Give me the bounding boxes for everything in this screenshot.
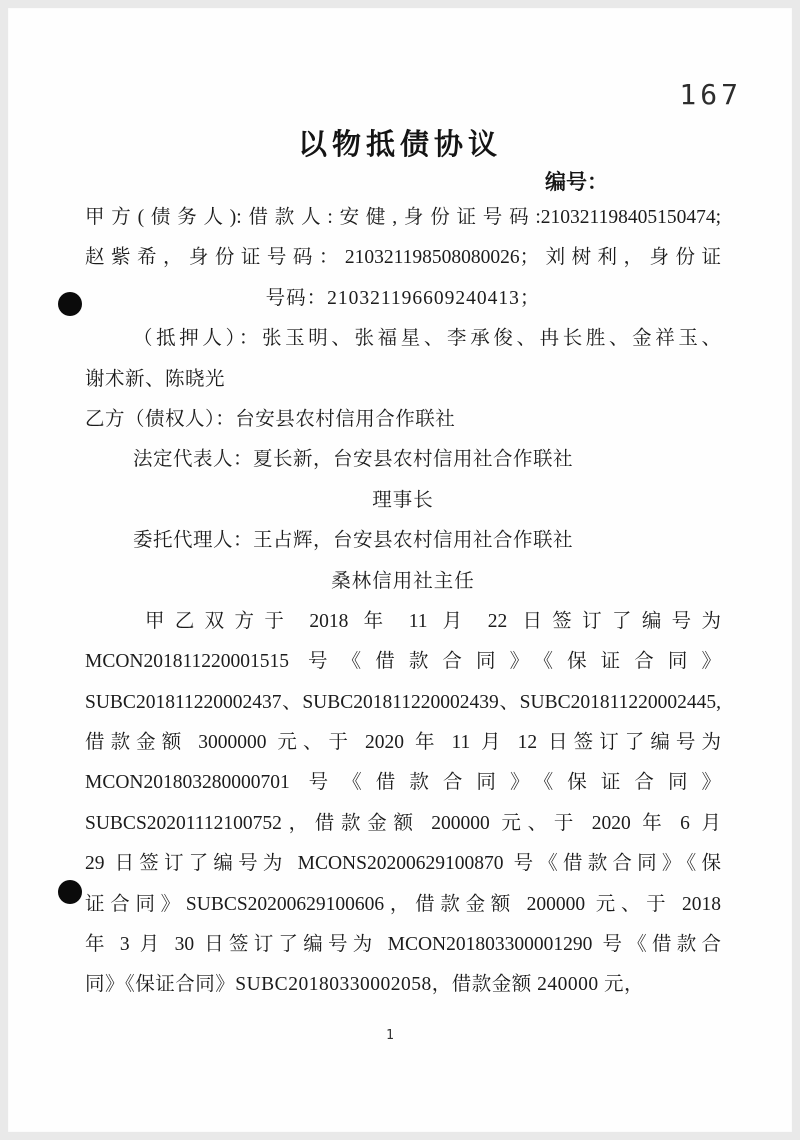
body-line: MCON201803280000701 号《借款合同》《保证合同》 [85, 772, 721, 794]
document-number-label: 编号： [545, 170, 608, 194]
body-line: 委托代理人：王占辉，台安县农村信用社合作联社 [133, 530, 574, 552]
binder-hole-top [58, 292, 82, 316]
binder-hole-bottom [58, 880, 82, 904]
body-line: SUBCS20201112100752，借款金额 200000 元、于 2020 年 6 月 [85, 812, 721, 834]
document-title: 以物抵债协议 [297, 129, 502, 161]
body-line: 桑林信用社主任 [331, 570, 475, 592]
body-line: 理事长 [372, 489, 434, 511]
document-page [8, 8, 792, 1132]
body-line: 赵紫希，身份证号码：210321198508080026；刘树利，身份证 [85, 247, 721, 269]
body-line: 乙方（债权人）：台安县农村信用合作联社 [85, 408, 456, 430]
body-line: 谢术新、陈晓光 [85, 368, 226, 390]
body-line: 借款金额 3000000 元、于 2020 年 11 月 12 日签订了编号为 [85, 732, 721, 754]
body-line: 年 3 月 30 日签订了编号为 MCON201803300001290 号《借款合 [85, 934, 721, 956]
archive-page-number: 167 [679, 78, 742, 111]
body-line: 甲乙双方于 2018 年 11 月 22 日签订了编号为 [145, 610, 721, 632]
body-line: 同》《保证合同》SUBC20180330002058，借款金额 240000 元， [85, 974, 644, 996]
body-line: 法定代表人：夏长新，台安县农村信用社合作联社 [133, 449, 574, 471]
body-line: 号码：210321196609240413； [265, 287, 541, 309]
body-line: SUBC201811220002437、SUBC201811220002439、SUBC201811220002445, [85, 691, 721, 713]
footer-page-number: 1 [386, 1028, 394, 1043]
body-line: （抵押人）：张玉明、张福星、李承俊、冉长胜、金祥玉、 [133, 328, 721, 350]
body-line: MCON201811220001515 号《借款合同》《保证合同》 [85, 651, 721, 673]
body-line: 证合同》SUBCS20200629100606，借款金额 200000 元、于 2018 [85, 893, 721, 915]
body-line: 甲方(债务人):借款人:安健,身份证号码:210321198405150474; [85, 207, 721, 228]
body-line: 29 日签订了编号为 MCONS20200629100870 号《借款合同》《保 [85, 853, 721, 875]
document-body [85, 198, 721, 1006]
